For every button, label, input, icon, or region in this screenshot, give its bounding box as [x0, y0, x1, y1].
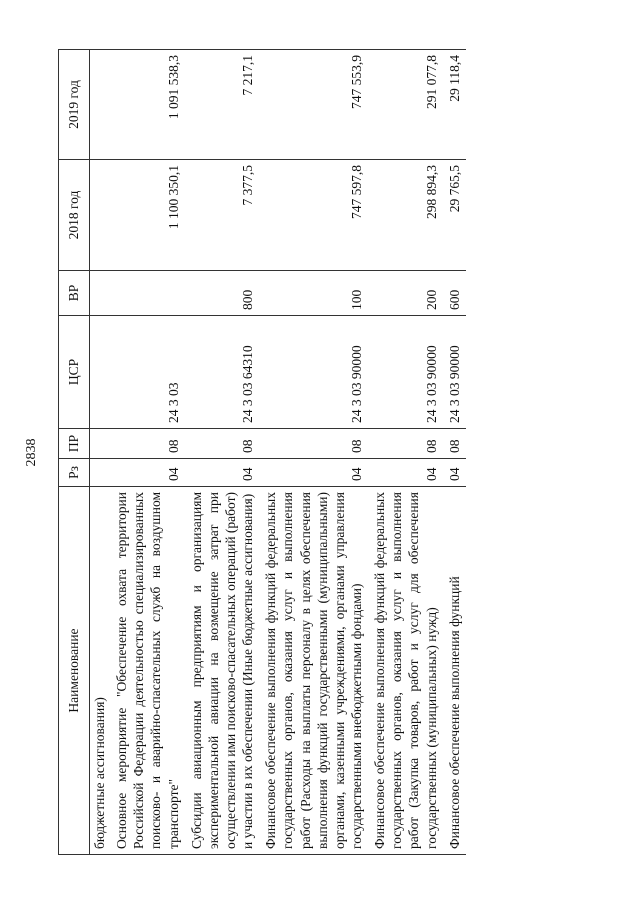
row-2019 — [90, 50, 111, 160]
row-csr: 24 3 03 — [110, 316, 185, 429]
row-pr — [90, 429, 111, 459]
row-name: Финансовое обеспечение выполнения функций федеральных государственных органов, оказания услуг и выполнения работ (Закупка товаров, работ и услуг для обеспечения государственных (муниципальных) нужд) — [368, 487, 443, 855]
row-2018: 1 100 350,1 — [110, 160, 185, 271]
row-name: Финансовое обеспечение выполнения функций федеральных государственных органов, оказания услуг и выполнения работ (Расходы на выплаты персоналу в целях обеспечения выполнения функций государственными (муниципальными) органами, казенными учреждениями, органами управления государственными внебюджетными фондами) — [259, 487, 368, 855]
row-pr: 08 — [368, 429, 443, 459]
row-vr — [90, 271, 111, 316]
table-row — [443, 50, 466, 855]
row-2019: 1 091 538,3 — [110, 50, 185, 160]
table-row — [259, 50, 368, 855]
row-csr: 24 3 03 90000 — [368, 316, 443, 429]
row-pr: 08 — [185, 429, 260, 459]
col-header-2019: 2019 год — [59, 50, 90, 160]
row-name: бюджетные ассигнования) — [90, 487, 111, 855]
row-2019: 291 077,8 — [368, 50, 443, 160]
row-rz: 04 — [443, 459, 466, 487]
row-2019: 747 553,9 — [259, 50, 368, 160]
row-2018: 298 894,3 — [368, 160, 443, 271]
row-vr: 800 — [185, 271, 260, 316]
row-name: Субсидии авиационным предприятиям и организациям экспериментальной авиации на возмещение затрат при осуществлении ими поисково-спасательных операций (работ) и участии в их обеспечении (Иные бюджетные ассигнования) — [185, 487, 260, 855]
row-2018: 29 765,5 — [443, 160, 466, 271]
budget-table — [58, 49, 466, 855]
row-vr: 100 — [259, 271, 368, 316]
row-name: Финансовое обеспечение выполнения функций — [443, 487, 466, 855]
col-header-name: Наименование — [59, 487, 90, 855]
row-rz: 04 — [185, 459, 260, 487]
table-row — [185, 50, 260, 855]
row-name: Основное мероприятие "Обеспечение охвата территории Российской Федерации деятельностью специализированных поисково- и аварийно-спасательных служб на воздушном транспорте" — [110, 487, 185, 855]
row-csr: 24 3 03 64310 — [185, 316, 260, 429]
col-header-csr: ЦСР — [59, 316, 90, 429]
row-2018: 747 597,8 — [259, 160, 368, 271]
row-vr: 600 — [443, 271, 466, 316]
row-2019: 7 217,1 — [185, 50, 260, 160]
row-pr: 08 — [443, 429, 466, 459]
page-number: 2838 — [24, 438, 39, 467]
col-header-pr: ПР — [59, 429, 90, 459]
row-vr — [110, 271, 185, 316]
col-header-vr: ВР — [59, 271, 90, 316]
row-rz: 04 — [368, 459, 443, 487]
row-csr: 24 3 03 90000 — [443, 316, 466, 429]
row-csr: 24 3 03 90000 — [259, 316, 368, 429]
row-pr: 08 — [110, 429, 185, 459]
row-2019: 29 118,4 — [443, 50, 466, 160]
table-header-row — [59, 50, 90, 855]
table-row — [110, 50, 185, 855]
table-row — [368, 50, 443, 855]
row-pr: 08 — [259, 429, 368, 459]
row-rz: 04 — [110, 459, 185, 487]
col-header-2018: 2018 год — [59, 160, 90, 271]
row-rz: 04 — [259, 459, 368, 487]
row-2018 — [90, 160, 111, 271]
row-rz — [90, 459, 111, 487]
row-vr: 200 — [368, 271, 443, 316]
col-header-rz: Рз — [59, 459, 90, 487]
row-csr — [90, 316, 111, 429]
row-2018: 7 377,5 — [185, 160, 260, 271]
table-row — [90, 50, 111, 855]
